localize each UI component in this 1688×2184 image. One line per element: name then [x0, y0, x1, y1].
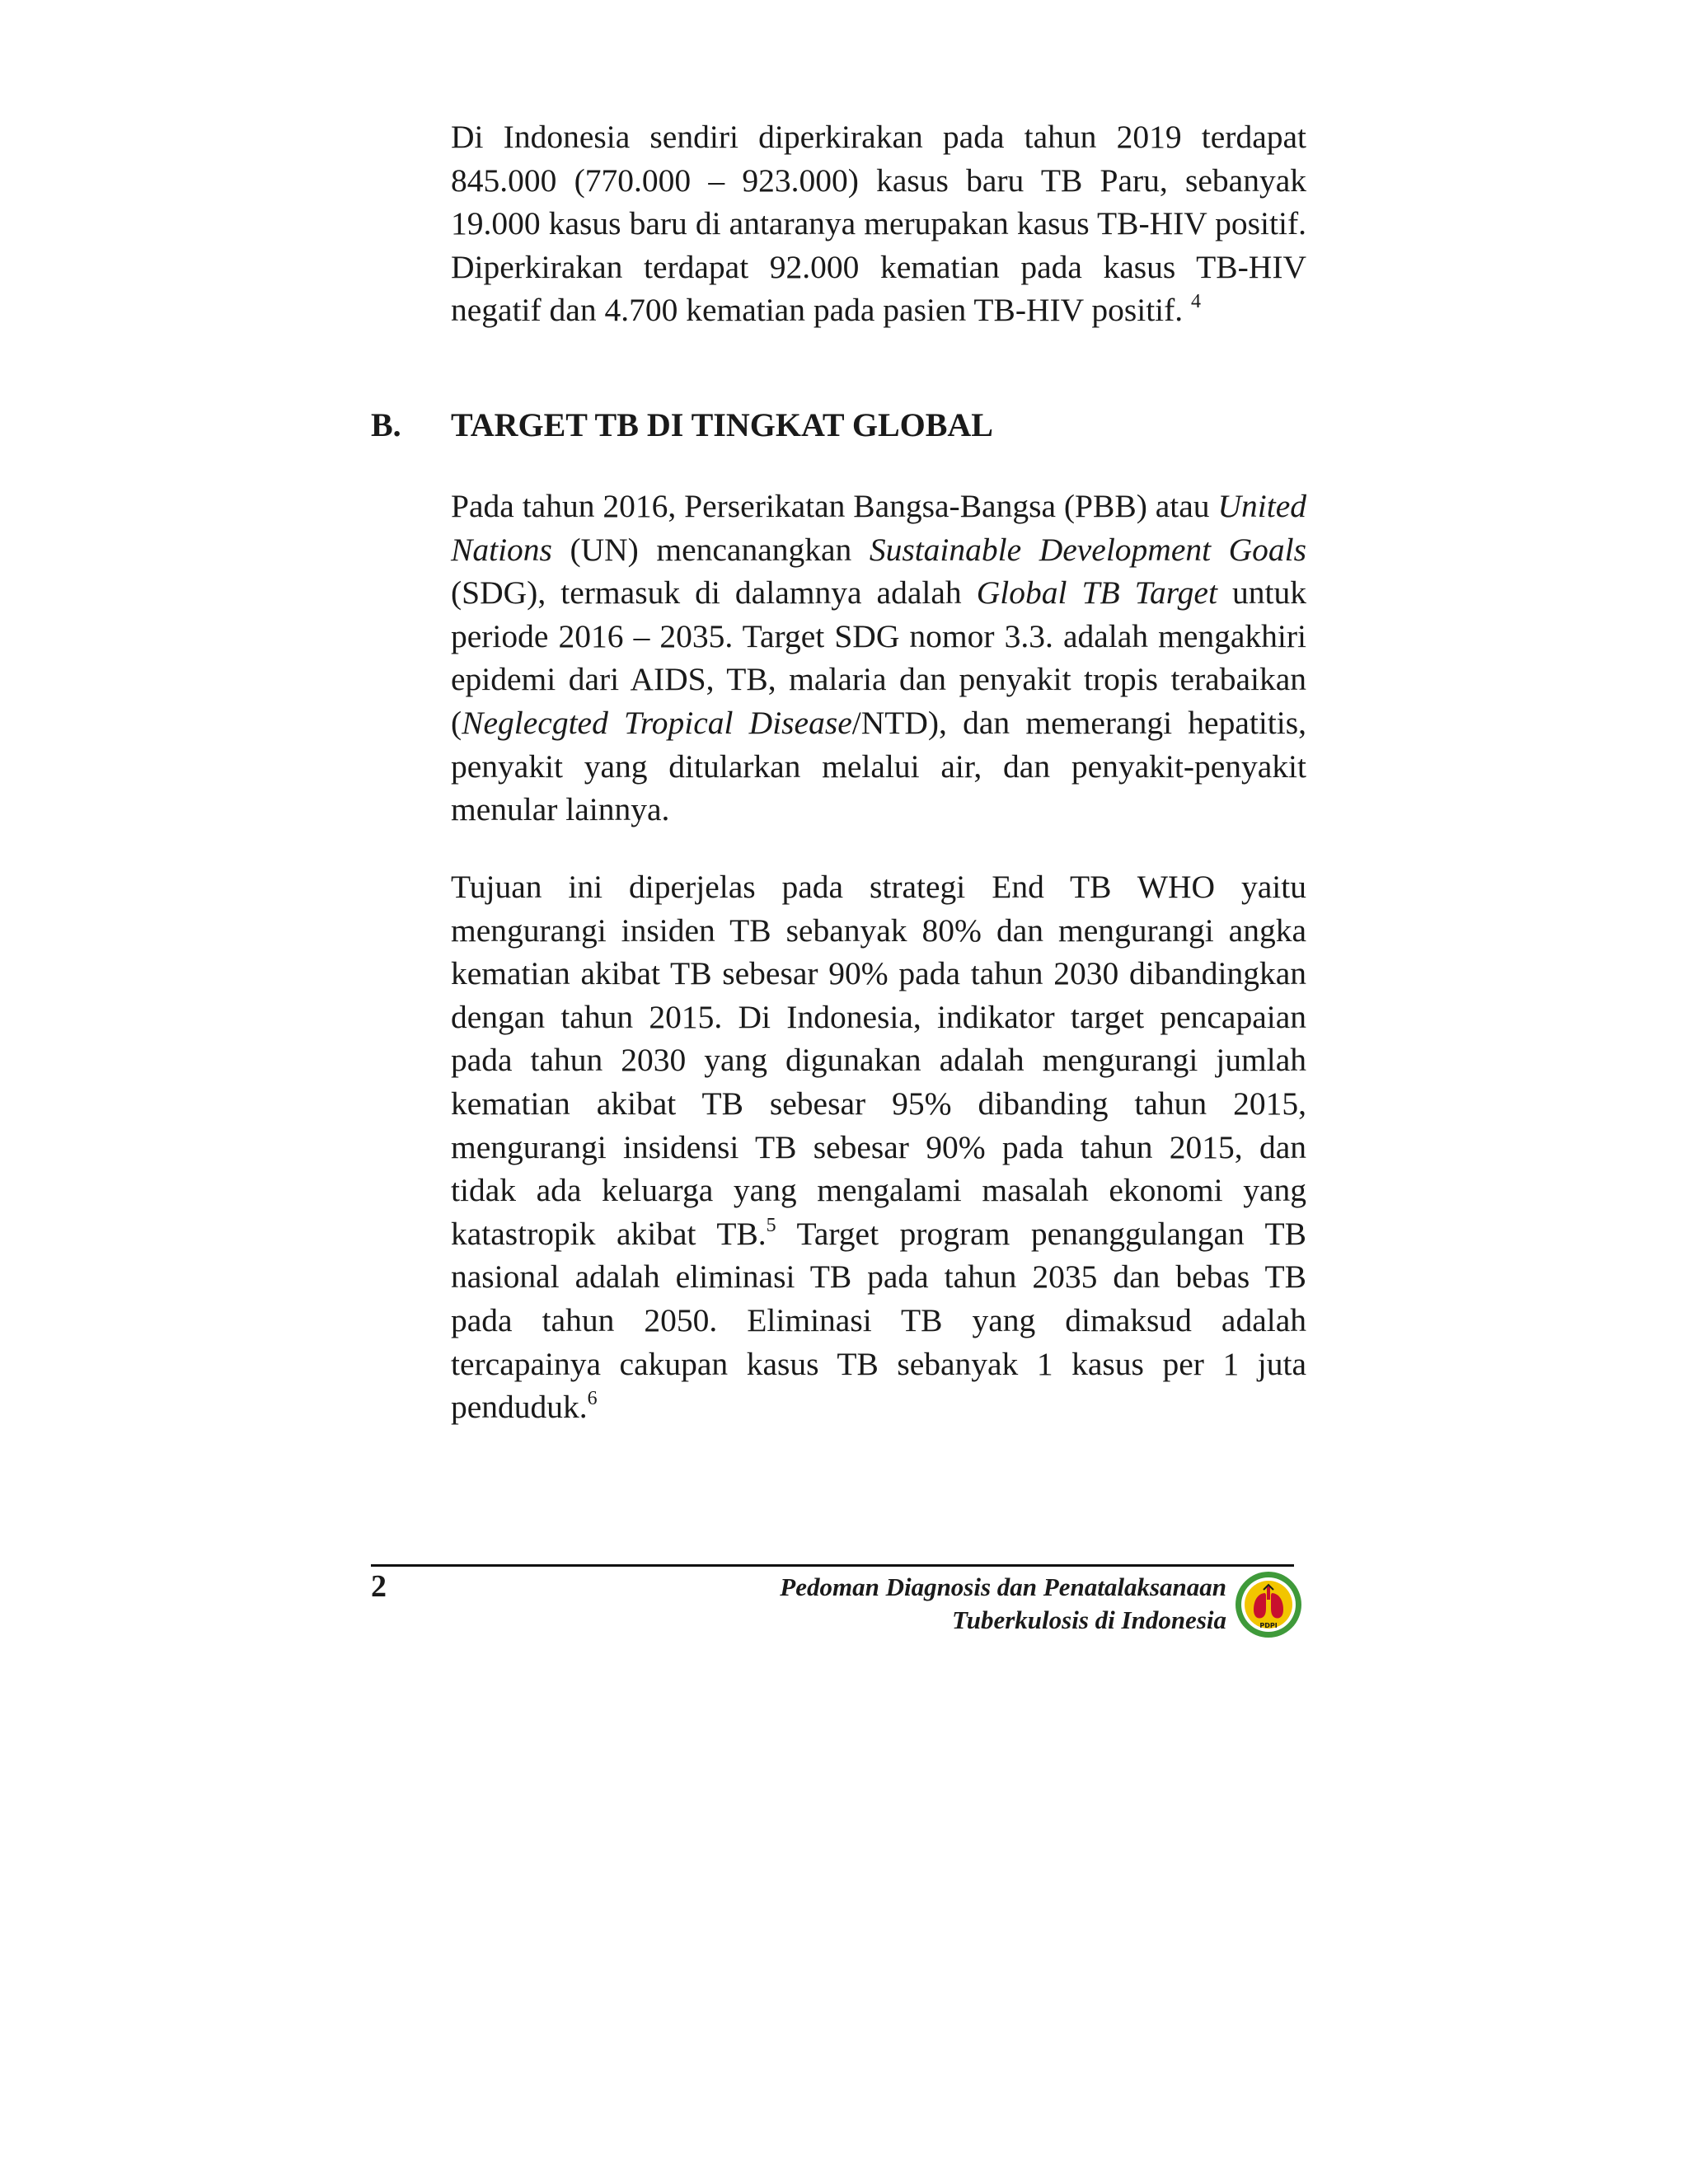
pdpi-lungs-logo-icon	[1234, 1570, 1303, 1639]
footer-title-line-2: Tuberkulosis di Indonesia	[951, 1605, 1226, 1634]
italic-term: Global TB Target	[976, 574, 1217, 612]
paragraph-text: Pada tahun 2016, Perserikatan Bangsa-Bangsa (PBB) atau	[451, 488, 1218, 524]
paragraph-text: (UN) mencanangkan	[551, 531, 870, 568]
footer-book-title	[780, 1571, 1226, 1637]
footer-title-line-1: Pedoman Diagnosis dan Penatalaksanaan	[780, 1572, 1226, 1601]
logo-text: PDPI	[1259, 1622, 1278, 1629]
paragraph-sdg-target	[451, 485, 1306, 832]
reference-superscript: 5	[766, 1214, 776, 1236]
paragraph-text: Tujuan ini diperjelas pada strategi End TB WHO yaitu mengurangi insiden TB sebanyak 80% dan mengurangi angka kematian akibat TB sebesar 90% pada tahun 2030 dibandingkan dengan tahun 2015. Di Indonesia, indikator target pencapaian pada tahun 2030 yang digunakan adalah mengurangi jumlah kematian akibat TB sebesar 95% dibanding tahun 2015, mengurangi insidensi TB sebesar 90% pada tahun 2015, dan tidak ada keluarga yang mengalami masalah ekonomi yang katastropik akibat TB.	[451, 869, 1306, 1252]
paragraph-end-tb-strategy	[451, 865, 1306, 1429]
paragraph-text: Di Indonesia sendiri diperkirakan pada tahun 2019 terdapat 845.000 (770.000 – 923.000) kasus baru TB Paru, sebanyak 19.000 kasus baru di antaranya merupakan kasus TB-HIV positif. Diperkirakan terdapat 92.000 kematian pada kasus TB-HIV negatif dan 4.700 kematian pada pasien TB-HIV positif.	[451, 119, 1306, 329]
reference-superscript: 6	[587, 1387, 598, 1409]
italic-term: United Nations	[451, 488, 1306, 568]
italic-term: Neglecgted Tropical Disease	[462, 704, 852, 741]
paragraph-text: untuk periode 2016 – 2035. Target SDG nomor 3.3. adalah mengakhiri epidemi dari AIDS, TB, malaria dan penyakit tropis terabaikan (	[451, 574, 1306, 741]
paragraph-indonesia-tb-estimates	[451, 115, 1306, 332]
paragraph-text: Target program penanggulangan TB nasional adalah eliminasi TB pada tahun 2035 dan bebas TB pada tahun 2050. Eliminasi TB yang dimaksud adalah tercapainya cakupan kasus TB sebanyak 1 kasus per 1 juta penduduk.	[451, 1215, 1306, 1426]
paragraph-text: /NTD), dan memerangi hepatitis, penyakit yang ditularkan melalui air, dan penyakit-penyakit menular lainnya.	[451, 704, 1306, 828]
reference-superscript: 4	[1191, 291, 1202, 313]
footer-divider	[371, 1564, 1294, 1567]
section-number: B.	[371, 406, 401, 443]
paragraph-text: (SDG), termasuk di dalamnya adalah	[451, 574, 977, 612]
page-number: 2	[371, 1569, 387, 1604]
italic-term: Sustainable Development Goals	[869, 531, 1307, 568]
section-title: TARGET TB DI TINGKAT GLOBAL	[451, 406, 993, 443]
